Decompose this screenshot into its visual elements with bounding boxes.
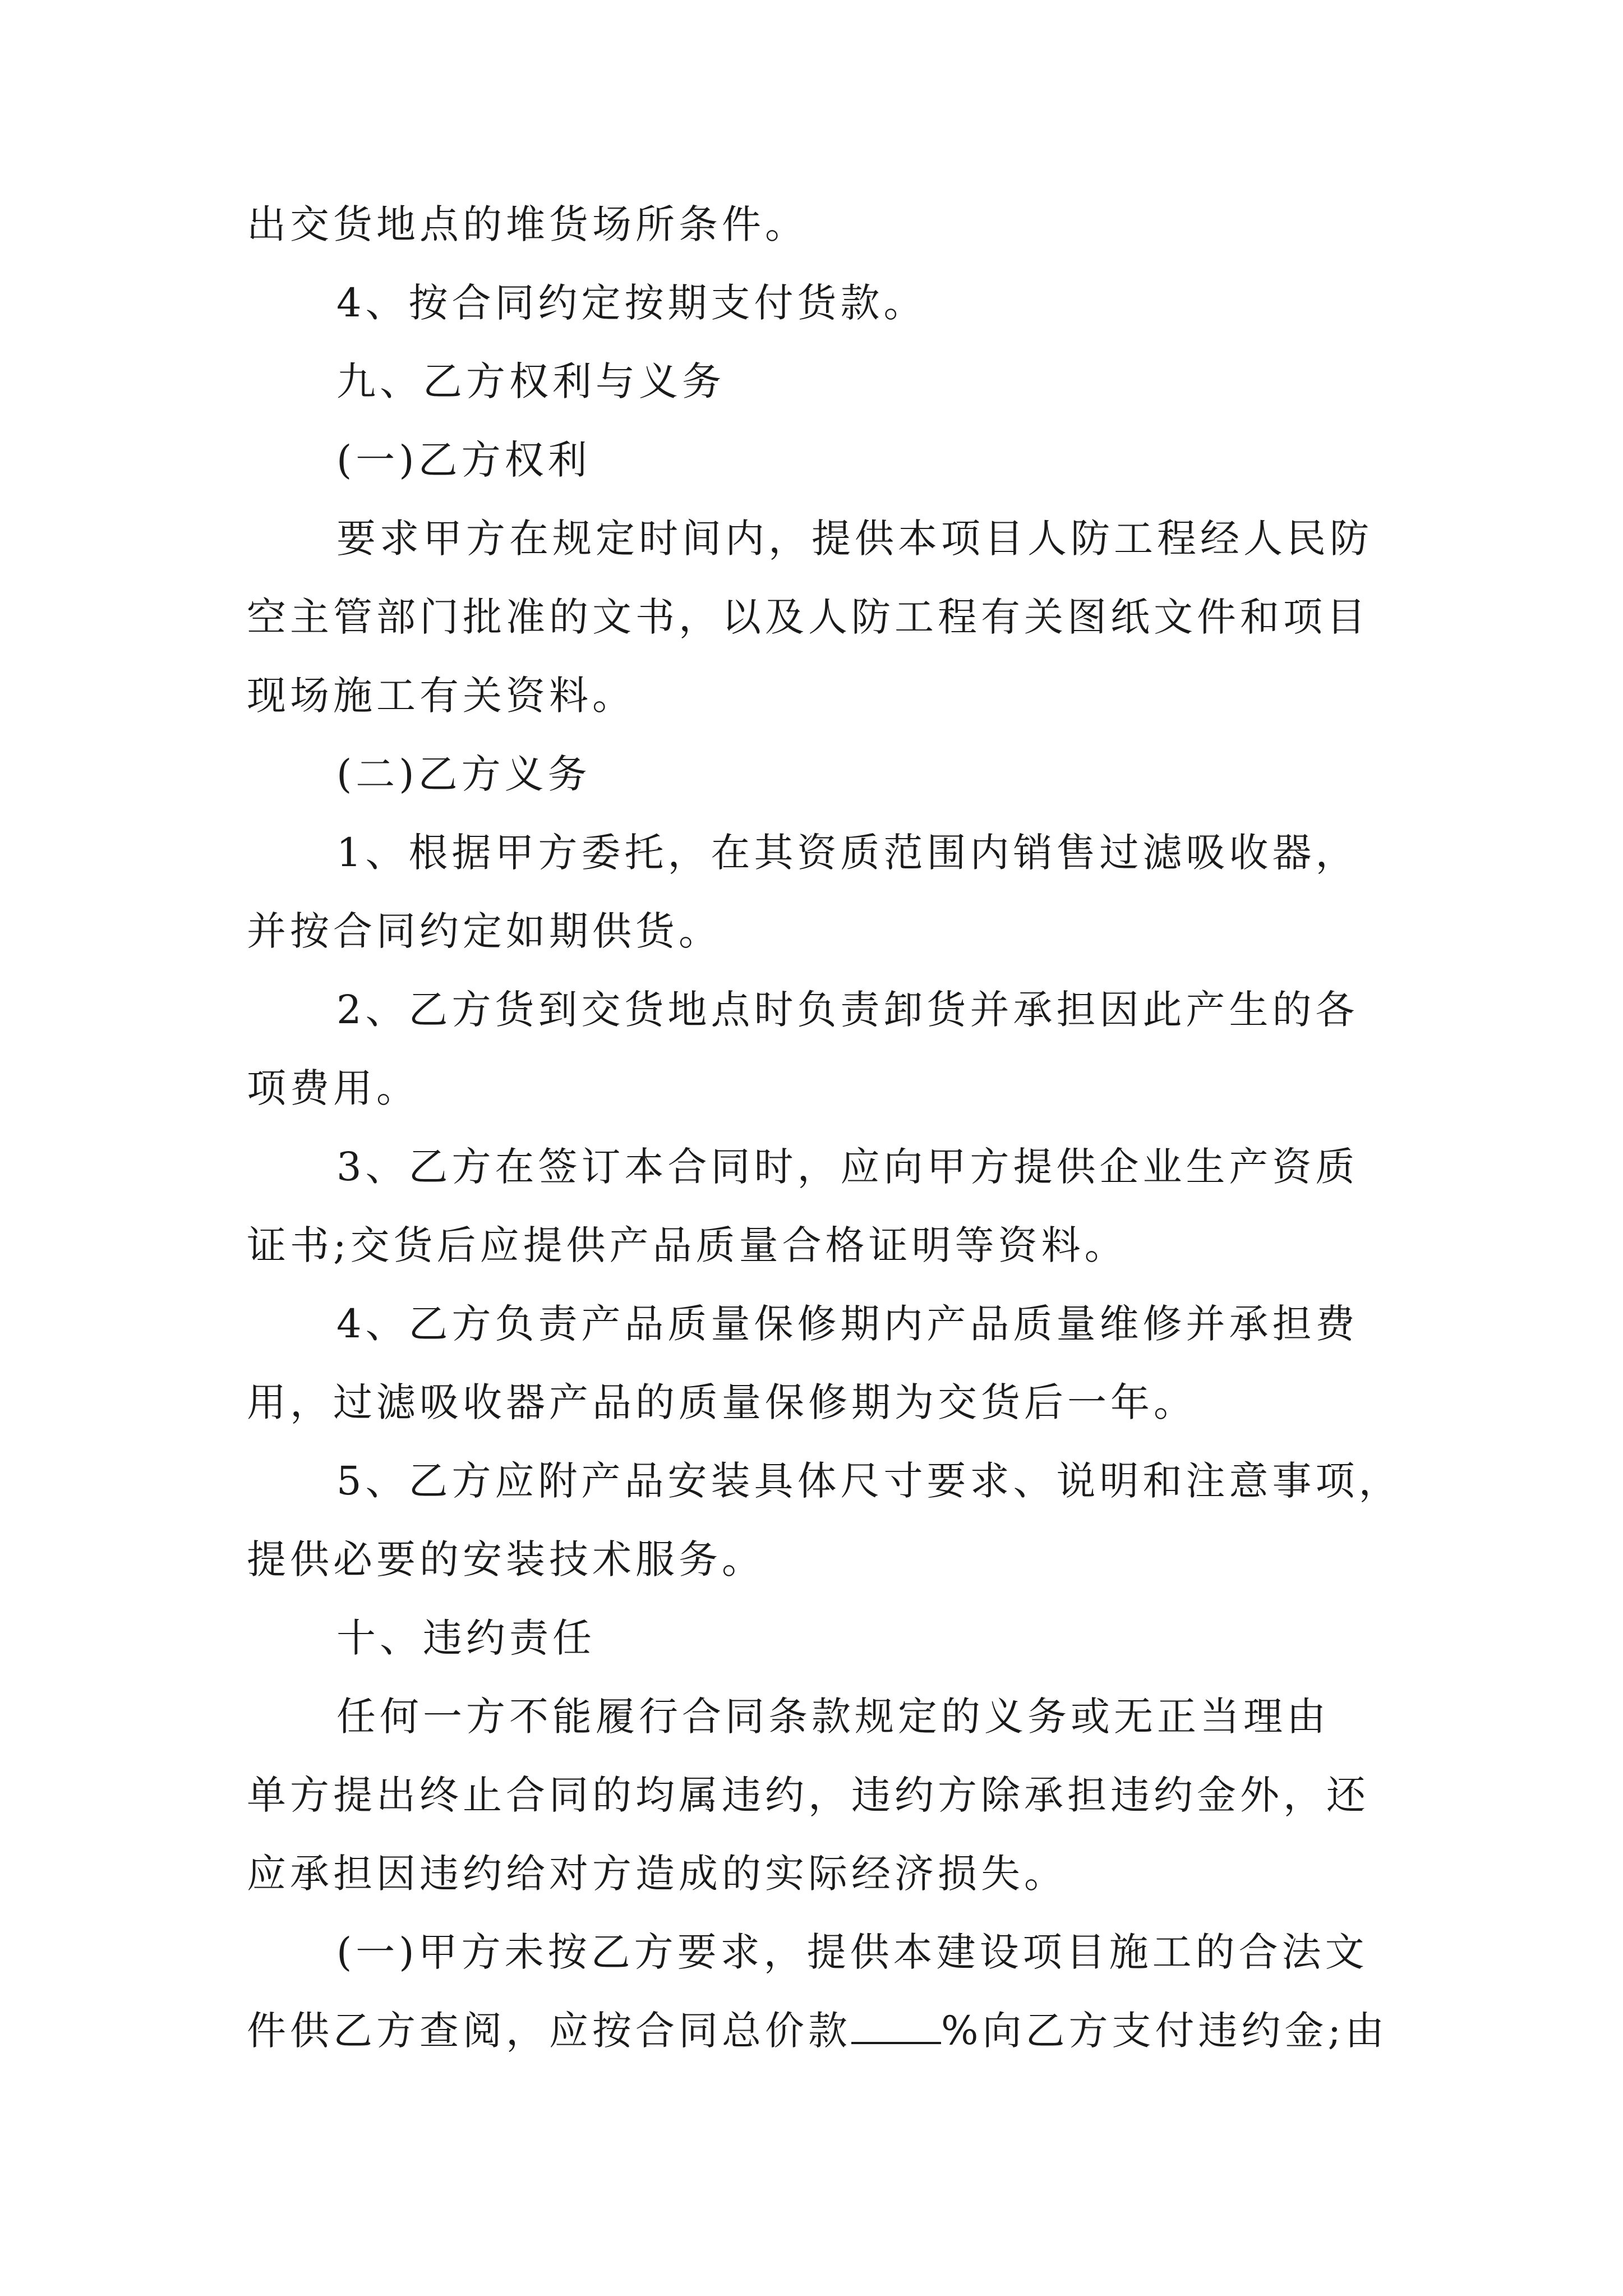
section-heading: 九、乙方权利与义务	[336, 358, 725, 404]
text-line: 现场施工有关资料。	[247, 673, 635, 719]
text-line: 出交货地点的堆货场所条件。	[247, 201, 808, 247]
fill-in-blank	[851, 2007, 941, 2044]
text-line: 提供必要的安装技术服务。	[247, 1536, 765, 1582]
text-line: 证书;交货后应提供产品质量合格证明等资料。	[247, 1222, 1128, 1268]
section-heading: 十、违约责任	[336, 1615, 596, 1661]
text-line	[247, 2005, 1388, 2056]
text-line: 项费用。	[247, 1065, 419, 1111]
subsection-heading: (一)乙方权利	[336, 437, 591, 483]
text-line: 任何一方不能履行合同条款规定的义务或无正当理由	[336, 1694, 1330, 1740]
text-line: 3、乙方在签订本合同时，应向甲方提供企业生产资质	[336, 1144, 1359, 1190]
text-line: 单方提出终止合同的均属违约，违约方除承担违约金外，还	[247, 1772, 1370, 1818]
text-line: 4、乙方负责产品质量保修期内产品质量维修并承担费	[336, 1301, 1359, 1347]
text-segment: 件供乙方查阅，应按合同总价款	[247, 2008, 851, 2054]
text-line: 1、根据甲方委托，在其资质范围内销售过滤吸收器，	[336, 830, 1359, 876]
text-line: 空主管部门批准的文书，以及人防工程有关图纸文件和项目	[247, 594, 1370, 640]
text-line: (一)甲方未按乙方要求，提供本建设项目施工的合法文	[336, 1929, 1368, 1975]
text-line: 2、乙方货到交货地点时负责卸货并承担因此产生的各	[336, 987, 1359, 1033]
text-line: 4、按合同约定按期支付货款。	[336, 280, 927, 326]
text-line: 用，过滤吸收器产品的质量保修期为交货后一年。	[247, 1379, 1197, 1425]
subsection-heading: (二)乙方义务	[336, 751, 591, 797]
text-line: 5、乙方应附产品安装具体尺寸要求、说明和注意事项，	[336, 1458, 1402, 1504]
text-segment: %向乙方支付违约金;由	[941, 2008, 1389, 2054]
text-line: 并按合同约定如期供货。	[247, 908, 722, 954]
text-line: 要求甲方在规定时间内，提供本项目人防工程经人民防	[336, 516, 1373, 562]
text-line: 应承担因违约给对方造成的实际经济损失。	[247, 1851, 1067, 1897]
